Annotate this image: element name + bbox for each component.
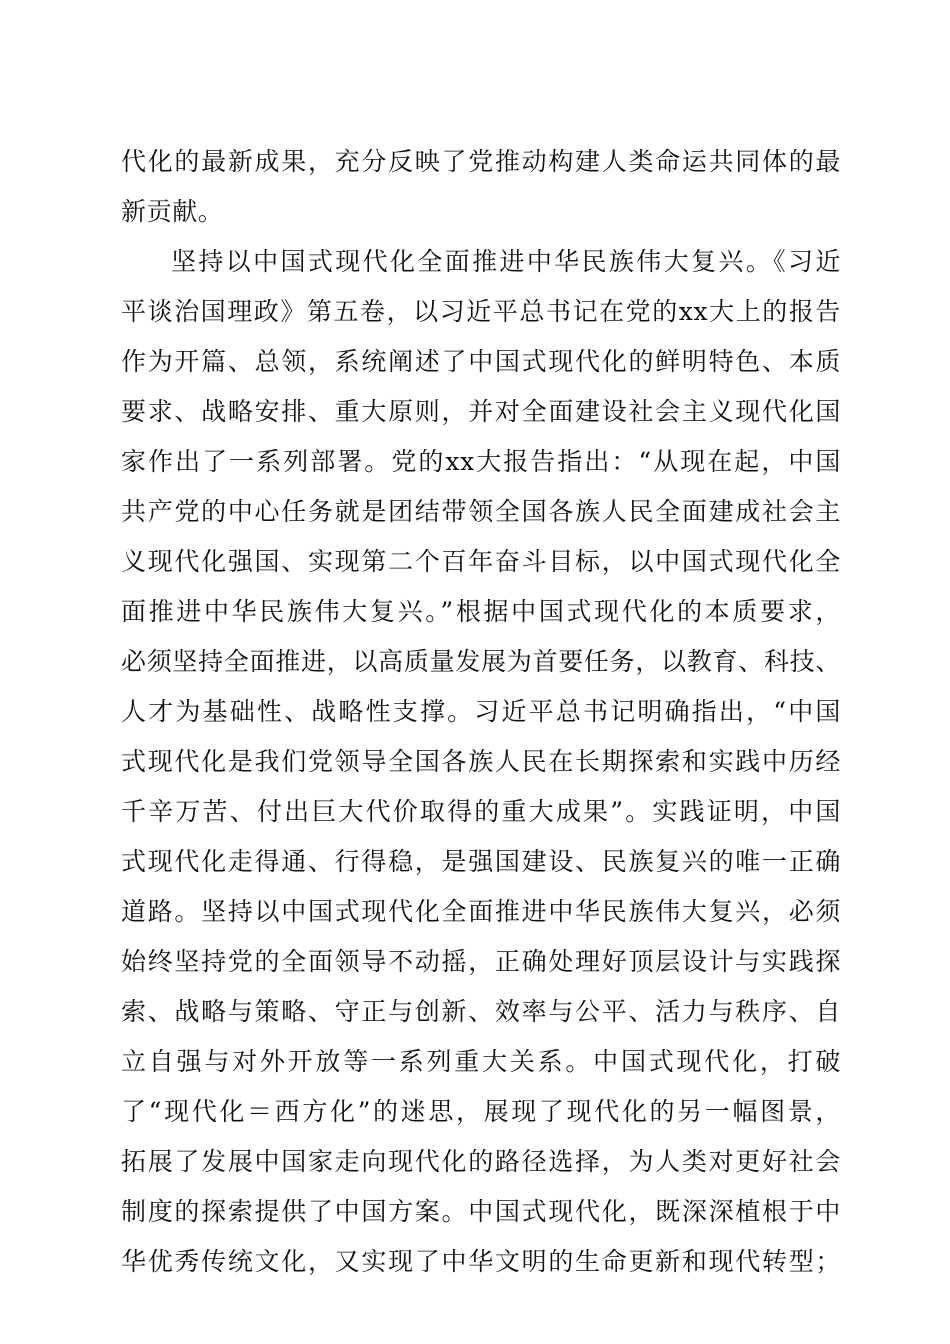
text-line: 家作出了一系列部署。党的xx大报告指出：“从现在起，中国 bbox=[121, 447, 841, 476]
text-line: 新贡献。 bbox=[121, 197, 224, 226]
text-line: 面推进中华民族伟大复兴。”根据中国式现代化的本质要求， bbox=[121, 597, 841, 626]
text-line: 代化的最新成果，充分反映了党推动构建人类命运共同体的最 bbox=[121, 147, 841, 176]
text-line: 立自强与对外开放等一系列重大关系。中国式现代化，打破 bbox=[121, 1047, 841, 1076]
text-line: 制度的探索提供了中国方案。中国式现代化，既深深植根于中 bbox=[121, 1197, 841, 1226]
text-line: 要求、战略安排、重大原则，并对全面建设社会主义现代化国 bbox=[121, 397, 841, 426]
body-text bbox=[121, 137, 841, 1287]
text-line: 始终坚持党的全面领导不动摇，正确处理好顶层设计与实践探 bbox=[121, 947, 841, 976]
text-line: 索、战略与策略、守正与创新、效率与公平、活力与秩序、自 bbox=[121, 997, 841, 1026]
text-line: 作为开篇、总领，系统阐述了中国式现代化的鲜明特色、本质 bbox=[121, 347, 841, 376]
text-line: 了“现代化＝西方化”的迷思，展现了现代化的另一幅图景， bbox=[121, 1097, 841, 1126]
text-line: 拓展了发展中国家走向现代化的路径选择，为人类对更好社会 bbox=[121, 1147, 841, 1176]
paragraph-first-line: 坚持以中国式现代化全面推进中华民族伟大复兴。《习近 bbox=[171, 247, 841, 276]
text-line: 人才为基础性、战略性支撑。习近平总书记明确指出，“中国 bbox=[121, 697, 841, 726]
text-line: 必须坚持全面推进，以高质量发展为首要任务，以教育、科技、 bbox=[121, 647, 841, 676]
text-line: 华优秀传统文化，又实现了中华文明的生命更新和现代转型； bbox=[121, 1247, 841, 1276]
text-line: 平谈治国理政》第五卷，以习近平总书记在党的xx大上的报告 bbox=[121, 297, 841, 326]
text-line: 道路。坚持以中国式现代化全面推进中华民族伟大复兴，必须 bbox=[121, 897, 841, 926]
text-line: 义现代化强国、实现第二个百年奋斗目标，以中国式现代化全 bbox=[121, 547, 841, 576]
text-line: 式现代化是我们党领导全国各族人民在长期探索和实践中历经 bbox=[121, 747, 841, 776]
text-line: 千辛万苦、付出巨大代价取得的重大成果”。实践证明，中国 bbox=[121, 797, 841, 826]
text-line: 共产党的中心任务就是团结带领全国各族人民全面建成社会主 bbox=[121, 497, 841, 526]
text-line: 式现代化走得通、行得稳，是强国建设、民族复兴的唯一正确 bbox=[121, 847, 841, 876]
